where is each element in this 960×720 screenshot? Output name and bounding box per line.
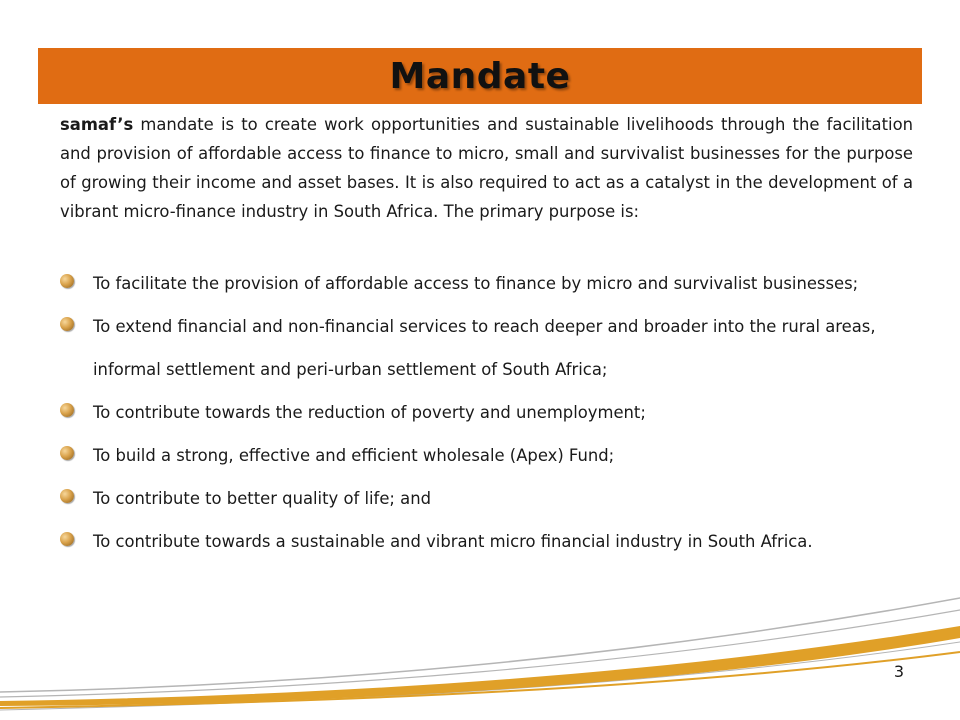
purpose-text: To build a strong, effective and efficient wholesale (Apex) Fund;	[93, 446, 615, 465]
purpose-list	[60, 262, 910, 563]
gold-bullet-icon	[60, 274, 74, 288]
purpose-item	[60, 434, 910, 477]
gold-bullet-icon	[60, 489, 74, 503]
intro-org-name: samaf’s	[60, 115, 134, 134]
purpose-text: To contribute to better quality of life; and	[93, 489, 431, 508]
gold-bullet-icon	[60, 446, 74, 460]
purpose-text: To extend financial and non-financial services to reach deeper and broader into the rural areas, informal settlement and peri-urban settlement of South Africa;	[93, 317, 876, 379]
slide-title: Mandate	[389, 55, 571, 97]
page-number: 3	[893, 662, 905, 681]
purpose-text: To contribute towards the reduction of poverty and unemployment;	[93, 403, 646, 422]
swoosh-gold-band	[0, 626, 960, 706]
purpose-text: To contribute towards a sustainable and vibrant micro financial industry in South Africa.	[93, 532, 813, 551]
decorative-swoosh	[0, 590, 960, 720]
purpose-item	[60, 305, 910, 391]
gold-bullet-icon	[60, 532, 74, 546]
purpose-item	[60, 391, 910, 434]
gold-bullet-icon	[60, 317, 74, 331]
intro-text: mandate is to create work opportunities and sustainable livelihoods through the facilitation and provision of affordable access to finance to micro, small and survivalist businesses for the purpose of growing their income and asset bases. It is also required to act as a catalyst in the development of a vibrant micro-finance industry in South Africa. The primary purpose is:	[60, 115, 913, 221]
purpose-item	[60, 520, 910, 563]
purpose-text: To facilitate the provision of affordable access to finance by micro and survivalist businesses;	[93, 274, 859, 293]
gold-bullet-icon	[60, 403, 74, 417]
purpose-item	[60, 477, 910, 520]
intro-paragraph	[60, 110, 913, 226]
purpose-item	[60, 262, 910, 305]
title-bar	[38, 48, 922, 104]
